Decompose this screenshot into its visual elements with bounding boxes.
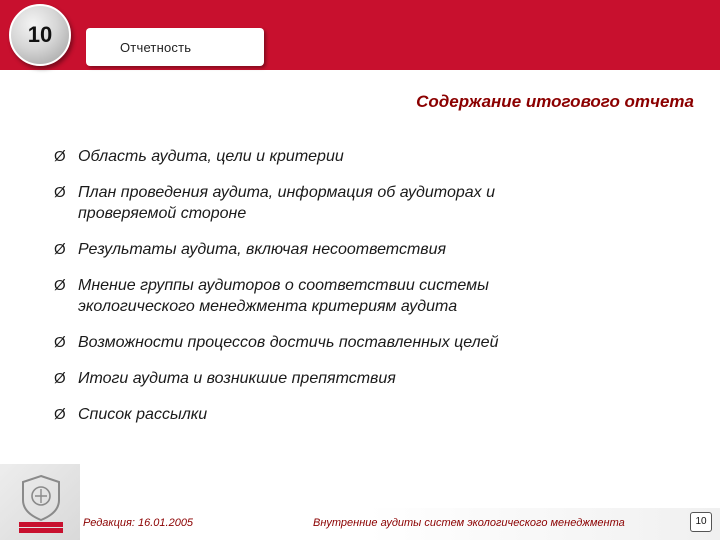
bullet-text-continued: экологического менеджмента критериям аудита: [78, 298, 458, 315]
slide-title: Содержание итогового отчета: [416, 92, 694, 111]
bullet-item: [54, 368, 654, 389]
chapter-number: 10: [27, 22, 53, 47]
edition-date: Редакция: 16.01.2005: [83, 517, 194, 529]
bullet-item: [54, 332, 654, 353]
arrow-bullet-icon: Ø: [54, 370, 66, 387]
arrow-bullet-icon: Ø: [54, 241, 66, 258]
bullet-text-continued: проверяемой стороне: [78, 205, 247, 222]
bullet-text: План проведения аудита, информация об аудиторах и: [78, 184, 495, 201]
arrow-bullet-icon: Ø: [54, 277, 66, 294]
page-number: 10: [690, 512, 712, 532]
bullet-text: Область аудита, цели и критерии: [78, 148, 344, 165]
arrow-bullet-icon: Ø: [54, 184, 66, 201]
bullet-item: [54, 275, 654, 317]
bullet-text: Список рассылки: [78, 406, 208, 423]
bullet-item: [54, 182, 654, 224]
section-title: Отчетность: [120, 39, 192, 55]
bullet-list: [54, 146, 654, 440]
bureau-veritas-logo-icon: [17, 474, 65, 534]
bullet-text: Возможности процессов достичь поставленных целей: [78, 334, 499, 351]
bullet-text: Результаты аудита, включая несоответствия: [78, 241, 447, 258]
bullet-item: [54, 239, 654, 260]
arrow-bullet-icon: Ø: [54, 334, 66, 351]
arrow-bullet-icon: Ø: [54, 148, 66, 165]
bullet-text: Итоги аудита и возникшие препятствия: [78, 370, 396, 387]
bullet-text: Мнение группы аудиторов о соответствии системы: [78, 277, 489, 294]
chapter-badge: [9, 4, 71, 66]
arrow-bullet-icon: Ø: [54, 406, 66, 423]
bullet-item: [54, 146, 654, 167]
bullet-item: [54, 404, 654, 425]
section-tab: [86, 28, 264, 66]
course-title: Внутренние аудиты систем экологического менеджмента: [313, 517, 625, 529]
